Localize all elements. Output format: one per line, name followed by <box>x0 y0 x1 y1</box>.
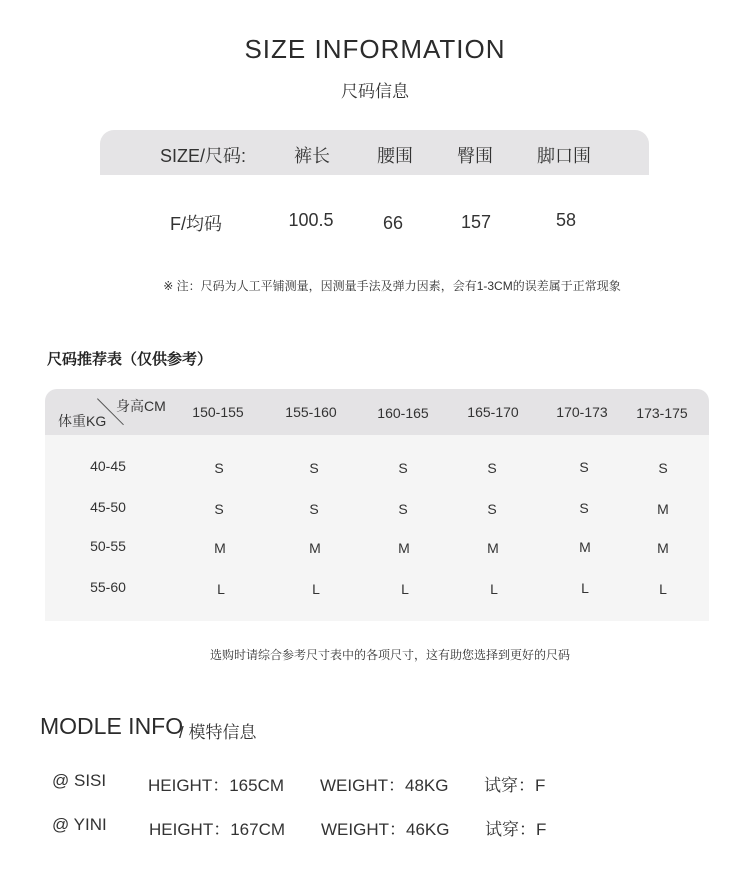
length-value: 100.5 <box>288 210 334 230</box>
size-cell: S <box>214 501 224 517</box>
size-cell: S <box>398 501 408 517</box>
height-range-header: 160-165 <box>377 405 429 421</box>
hip-value: 157 <box>460 212 492 232</box>
size-cell: S <box>487 501 497 517</box>
size-cell: S <box>487 460 497 476</box>
page-subtitle: 尺码信息 <box>341 82 409 101</box>
model-trial-size: 试穿：F <box>485 820 547 839</box>
size-cell: M <box>398 540 410 556</box>
weight-range-cell: 50-55 <box>90 538 126 554</box>
size-cell: M <box>657 540 669 556</box>
page-title: SIZE INFORMATION <box>244 34 506 64</box>
recommend-footnote: 选购时请综合参考尺寸表中的各项尺寸，这有助您选择到更好的尺码 <box>209 648 570 662</box>
size-cell: S <box>398 460 408 476</box>
model-info-subtitle: / 模特信息 <box>179 723 257 742</box>
waist-column-header: 腰围 <box>377 146 413 166</box>
size-cell: L <box>312 581 320 597</box>
measurement-note: ※ 注：尺码为人工平铺测量，因测量手法及弹力因素，会有1-3CM的误差属于正常现象 <box>163 279 621 293</box>
height-range-header: 165-170 <box>467 404 519 420</box>
size-cell: M <box>657 501 669 517</box>
height-range-header: 170-173 <box>556 404 608 420</box>
hem-value: 58 <box>555 210 577 230</box>
size-cell: M <box>487 540 499 556</box>
size-cell: M <box>214 540 226 556</box>
size-cell: S <box>309 501 319 517</box>
weight-range-cell: 55-60 <box>90 579 126 595</box>
model-info-title: MODLE INFO <box>40 713 184 739</box>
size-cell: M <box>579 539 591 555</box>
size-cell: S <box>579 500 589 516</box>
size-cell: S <box>309 460 319 476</box>
recommend-title: 尺码推荐表（仅供参考） <box>47 351 213 368</box>
size-cell: L <box>659 581 667 597</box>
size-cell: L <box>401 581 409 597</box>
size-cell: S <box>214 460 224 476</box>
size-value: F/均码 <box>170 214 222 234</box>
size-cell: L <box>581 580 589 596</box>
size-cell: S <box>658 460 668 476</box>
hip-column-header: 臀围 <box>457 146 493 166</box>
size-cell: M <box>309 540 321 556</box>
model-trial-size: 试穿：F <box>484 776 546 795</box>
model-height: HEIGHT：165CM <box>148 776 285 795</box>
height-axis-label: 身高CM <box>116 398 166 414</box>
size-cell: L <box>490 581 498 597</box>
recommend-table-body <box>45 435 709 621</box>
weight-range-cell: 40-45 <box>90 458 126 474</box>
model-weight: WEIGHT：46KG <box>321 820 450 839</box>
model-name: @ SISI <box>52 771 107 790</box>
weight-axis-label: 体重KG <box>58 413 107 429</box>
height-range-header: 173-175 <box>636 405 688 421</box>
height-range-header: 155-160 <box>285 404 337 420</box>
size-cell: L <box>217 581 225 597</box>
model-name: @ YINI <box>52 815 107 834</box>
model-weight: WEIGHT：48KG <box>320 776 449 795</box>
waist-value: 66 <box>382 213 404 233</box>
size-column-header: SIZE/尺码: <box>159 146 247 166</box>
height-range-header: 150-155 <box>192 404 244 420</box>
size-cell: S <box>579 459 589 475</box>
weight-range-cell: 45-50 <box>90 499 126 515</box>
model-height: HEIGHT：167CM <box>149 820 286 839</box>
hem-column-header: 脚口围 <box>537 146 591 166</box>
length-column-header: 裤长 <box>294 146 330 166</box>
